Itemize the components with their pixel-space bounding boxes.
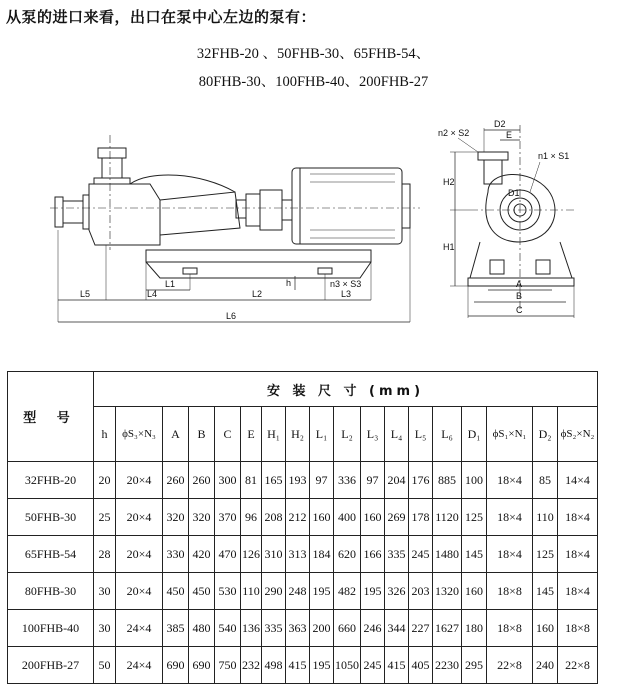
value-cell: 269: [385, 499, 409, 536]
label-B: B: [516, 291, 523, 301]
value-cell: 160: [462, 573, 487, 610]
value-cell: 335: [262, 610, 286, 647]
label-L2: L2: [252, 289, 263, 299]
model-cell: 65FHB-54: [8, 536, 94, 573]
value-cell: 1120: [433, 499, 462, 536]
value-cell: 20×4: [116, 573, 163, 610]
value-cell: 18×4: [487, 462, 533, 499]
value-cell: 260: [189, 462, 215, 499]
value-cell: 145: [533, 573, 558, 610]
value-cell: 184: [310, 536, 334, 573]
value-cell: 100: [462, 462, 487, 499]
label-L5: L5: [80, 289, 91, 299]
col-header: D₁: [462, 407, 487, 462]
value-cell: 295: [462, 647, 487, 684]
value-cell: 96: [241, 499, 262, 536]
value-cell: 160: [533, 610, 558, 647]
label-L6: L6: [226, 311, 237, 321]
value-cell: 415: [286, 647, 310, 684]
value-cell: 180: [462, 610, 487, 647]
value-cell: 470: [215, 536, 241, 573]
value-cell: 370: [215, 499, 241, 536]
value-cell: 313: [286, 536, 310, 573]
value-cell: 385: [163, 610, 189, 647]
label-h: h: [286, 278, 292, 288]
value-cell: 246: [361, 610, 385, 647]
col-header: B: [189, 407, 215, 462]
model-cell: 50FHB-30: [8, 499, 94, 536]
value-cell: 24×4: [116, 610, 163, 647]
col-header: L₁: [310, 407, 334, 462]
value-cell: 110: [533, 499, 558, 536]
value-cell: 195: [310, 573, 334, 610]
end-view: [438, 119, 575, 318]
value-cell: 203: [409, 573, 433, 610]
value-cell: 232: [241, 647, 262, 684]
table-row: [8, 499, 598, 536]
value-cell: 125: [462, 499, 487, 536]
value-cell: 18×4: [487, 536, 533, 573]
table-row: [8, 536, 598, 573]
value-cell: 310: [262, 536, 286, 573]
col-header: C: [215, 407, 241, 462]
table-row: [8, 462, 598, 499]
value-cell: 245: [409, 536, 433, 573]
value-cell: 85: [533, 462, 558, 499]
value-cell: 25: [94, 499, 116, 536]
value-cell: 405: [409, 647, 433, 684]
value-cell: 145: [462, 536, 487, 573]
label-C: C: [516, 305, 523, 315]
value-cell: 290: [262, 573, 286, 610]
col-header: L₄: [385, 407, 409, 462]
value-cell: 136: [241, 610, 262, 647]
value-cell: 28: [94, 536, 116, 573]
value-cell: 690: [163, 647, 189, 684]
value-cell: 300: [215, 462, 241, 499]
value-cell: 690: [189, 647, 215, 684]
label-n3S3: n3 × S3: [330, 279, 362, 289]
value-cell: 450: [189, 573, 215, 610]
label-L3: L3: [341, 289, 352, 299]
col-header: E: [241, 407, 262, 462]
col-header: L₂: [334, 407, 361, 462]
label-E: E: [506, 130, 513, 140]
col-header: D₂: [533, 407, 558, 462]
value-cell: 2230: [433, 647, 462, 684]
value-cell: 330: [163, 536, 189, 573]
value-cell: 30: [94, 573, 116, 610]
col-header: H₁: [262, 407, 286, 462]
value-cell: 20×4: [116, 499, 163, 536]
value-cell: 320: [189, 499, 215, 536]
value-cell: 204: [385, 462, 409, 499]
value-cell: 97: [361, 462, 385, 499]
value-cell: 18×8: [487, 573, 533, 610]
value-cell: 750: [215, 647, 241, 684]
model-header: 型 号: [8, 372, 94, 462]
label-L1: L1: [165, 279, 176, 289]
side-view: [50, 135, 420, 322]
value-cell: 165: [262, 462, 286, 499]
col-header: ϕS₁×N₁: [487, 407, 533, 462]
value-cell: 18×4: [558, 573, 598, 610]
value-cell: 415: [385, 647, 409, 684]
value-cell: 400: [334, 499, 361, 536]
value-cell: 248: [286, 573, 310, 610]
col-header: ϕS₃×N₃: [116, 407, 163, 462]
value-cell: 193: [286, 462, 310, 499]
value-cell: 335: [385, 536, 409, 573]
value-cell: 326: [385, 573, 409, 610]
col-header: L₅: [409, 407, 433, 462]
table-row: [8, 610, 598, 647]
value-cell: 245: [361, 647, 385, 684]
value-cell: 18×8: [558, 610, 598, 647]
value-cell: 212: [286, 499, 310, 536]
value-cell: 344: [385, 610, 409, 647]
table-row: [8, 573, 598, 610]
value-cell: 18×4: [487, 499, 533, 536]
value-cell: 1320: [433, 573, 462, 610]
value-cell: 22×8: [558, 647, 598, 684]
value-cell: 20: [94, 462, 116, 499]
col-header: h: [94, 407, 116, 462]
table-row: [8, 647, 598, 684]
value-cell: 30: [94, 610, 116, 647]
model-cell: 100FHB-40: [8, 610, 94, 647]
value-cell: 1627: [433, 610, 462, 647]
value-cell: 227: [409, 610, 433, 647]
label-A: A: [516, 279, 523, 289]
value-cell: 110: [241, 573, 262, 610]
value-cell: 125: [533, 536, 558, 573]
value-cell: 420: [189, 536, 215, 573]
value-cell: 620: [334, 536, 361, 573]
value-cell: 450: [163, 573, 189, 610]
col-header: A: [163, 407, 189, 462]
model-cell: 32FHB-20: [8, 462, 94, 499]
value-cell: 20×4: [116, 462, 163, 499]
value-cell: 81: [241, 462, 262, 499]
model-cell: 80FHB-30: [8, 573, 94, 610]
value-cell: 482: [334, 573, 361, 610]
model-cell: 200FHB-27: [8, 647, 94, 684]
label-D2: D2: [494, 119, 506, 129]
value-cell: 240: [533, 647, 558, 684]
col-header: L₆: [433, 407, 462, 462]
value-cell: 885: [433, 462, 462, 499]
value-cell: 18×8: [487, 610, 533, 647]
value-cell: 97: [310, 462, 334, 499]
value-cell: 14×4: [558, 462, 598, 499]
label-H2: H2: [443, 177, 455, 187]
value-cell: 18×4: [558, 499, 598, 536]
value-cell: 160: [310, 499, 334, 536]
column-header-row: [8, 407, 598, 462]
value-cell: 195: [361, 573, 385, 610]
label-L4: L4: [147, 289, 158, 299]
value-cell: 200: [310, 610, 334, 647]
value-cell: 530: [215, 573, 241, 610]
col-header: ϕS₂×N₂: [558, 407, 598, 462]
dimension-table: [7, 371, 598, 684]
label-D1: D1: [508, 188, 520, 198]
value-cell: 480: [189, 610, 215, 647]
value-cell: 176: [409, 462, 433, 499]
value-cell: 166: [361, 536, 385, 573]
value-cell: 126: [241, 536, 262, 573]
size-header: 安 装 尺 寸 (mm): [94, 372, 598, 407]
col-header: L₃: [361, 407, 385, 462]
label-n2S2: n2 × S2: [438, 128, 470, 138]
value-cell: 160: [361, 499, 385, 536]
value-cell: 178: [409, 499, 433, 536]
pump-drawing: [0, 100, 627, 330]
value-cell: 320: [163, 499, 189, 536]
value-cell: 18×4: [558, 536, 598, 573]
col-header: H₂: [286, 407, 310, 462]
label-H1: H1: [443, 242, 455, 252]
intro-heading: 从泵的进口来看，出口在泵中心左边的泵有：: [6, 8, 317, 26]
value-cell: 24×4: [116, 647, 163, 684]
value-cell: 1050: [334, 647, 361, 684]
value-cell: 260: [163, 462, 189, 499]
value-cell: 1480: [433, 536, 462, 573]
value-cell: 208: [262, 499, 286, 536]
value-cell: 660: [334, 610, 361, 647]
models-line-2: 80FHB-30、100FHB-40、200FHB-27: [198, 74, 429, 90]
value-cell: 195: [310, 647, 334, 684]
value-cell: 540: [215, 610, 241, 647]
value-cell: 20×4: [116, 536, 163, 573]
value-cell: 498: [262, 647, 286, 684]
value-cell: 363: [286, 610, 310, 647]
value-cell: 22×8: [487, 647, 533, 684]
value-cell: 336: [334, 462, 361, 499]
label-n1S1: n1 × S1: [538, 151, 570, 161]
value-cell: 50: [94, 647, 116, 684]
models-line-1: 32FHB-20 、50FHB-30、65FHB-54、: [196, 46, 431, 62]
